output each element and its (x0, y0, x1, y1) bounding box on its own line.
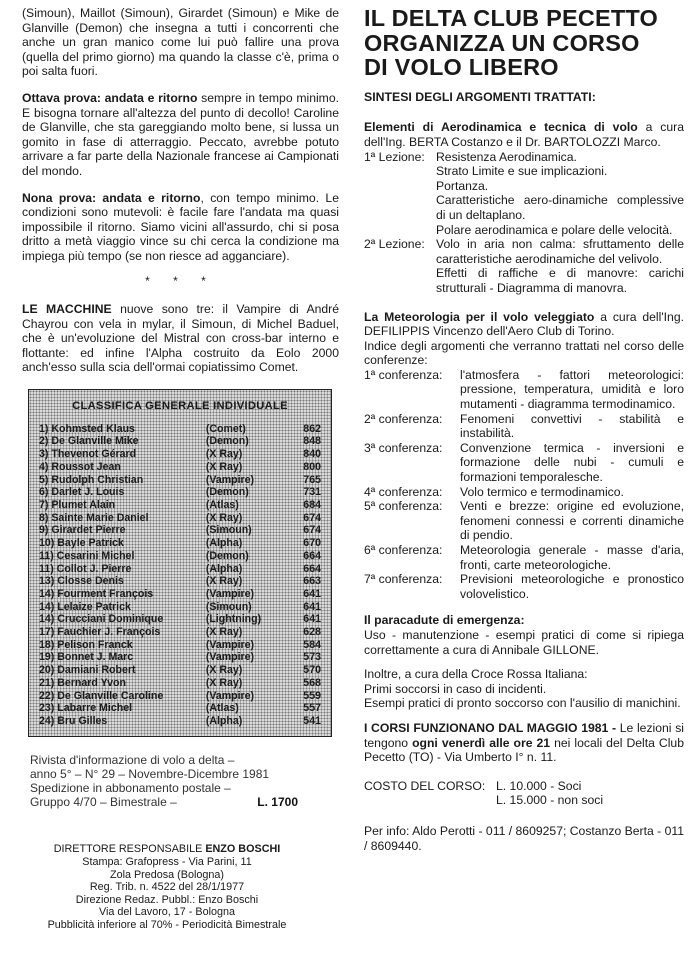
parachute-heading-text: Il paracadute di emergenza: (364, 613, 525, 628)
publication-line: Rivista d'informazione di volo a delta – (30, 752, 235, 767)
title-line: DI VOLO LIBERO (364, 54, 559, 81)
ranking-row (39, 448, 321, 461)
red-cross-line: Primi soccorsi in caso di incidenti. (364, 681, 547, 696)
glider-model: (X Ray) (205, 511, 243, 524)
glider-model: (Demon) (205, 435, 249, 448)
pilot-name: 10) Bayle Patrick (39, 537, 124, 550)
imprint-line: Zola Predosa (Bologna) (109, 868, 225, 881)
pilot-name: 23) Labarre Michel (39, 702, 133, 715)
points-value: 684 (303, 498, 321, 511)
glider-model: (X Ray) (205, 664, 243, 677)
article-subtitle: SINTESI DEGLI ARGOMENTI TRATTATI: (364, 89, 596, 104)
pilot-name: 14) Crucciani Dominique (39, 613, 164, 626)
courses-heading: I CORSI FUNZIONANO DAL MAGGIO 1981 - (364, 720, 617, 735)
ranking-row (39, 626, 321, 639)
meteo-intro: Indice degli argomenti che verranno trattati nel corso delle conferenze: (364, 338, 684, 368)
conference-item (364, 543, 684, 572)
points-value: 570 (303, 664, 321, 677)
glider-model: (X Ray) (205, 448, 243, 461)
ottava-prova-paragraph (22, 91, 339, 179)
ottava-prova-heading: Ottava prova: andata e ritorno (22, 90, 198, 105)
glider-model: (X Ray) (205, 626, 243, 639)
macchine-heading: LE MACCHINE (22, 302, 112, 317)
glider-model: (X Ray) (205, 676, 243, 689)
glider-model: (Atlas) (205, 498, 239, 511)
pilot-name: 13) Closse Denis (39, 575, 124, 588)
aero-paragraph (364, 120, 684, 149)
contact-info: Per info: Aldo Perotti - 011 / 8609257; Costanzo Berta - 011 / 8609440. (364, 823, 685, 853)
director-name: ENZO BOSCHI (205, 843, 281, 856)
courses-paragraph (364, 721, 684, 765)
points-value: 800 (303, 460, 321, 473)
ranking-row (39, 435, 321, 448)
imprint-line: Direzione Redaz. Pubbl.: Enzo Boschi (75, 893, 259, 906)
pilot-name: 14) Lelaize Patrick (39, 600, 131, 613)
ranking-row (39, 563, 321, 576)
meteo-body: a cura dell'Ing. DEFILIPPIS Vincenzo dell'Aero Club di Torino. (364, 309, 685, 339)
ranking-row (39, 639, 321, 652)
pilot-name: 24) Bru Gilles (39, 714, 108, 727)
glider-model: (Demon) (205, 486, 249, 499)
lesson-topic: Portanza. (436, 178, 489, 193)
publication-group: Gruppo 4/70 – Bimestrale – (30, 795, 177, 810)
lesson-text: Resistenza Aerodinamica. (436, 149, 577, 164)
cost-members: L. 10.000 - Soci (496, 778, 582, 793)
aero-body: a cura dell'Ing. BERTA Costanzo e il Dr. BARTOLOZZI Marco. (364, 120, 684, 149)
courses-text: nei locali del Delta Club Pecetto (TO) - Via Umberto I° n. 11. (364, 735, 684, 765)
lesson-topic: Polare aerodinamica e polare delle velocità. (436, 222, 673, 237)
lesson-2 (364, 237, 684, 266)
cost-non-members: L. 15.000 - non soci (496, 793, 604, 808)
imprint-line: Stampa: Grafopress - Via Parini, 11 (82, 856, 252, 869)
lesson-label: 1ª Lezione: (364, 149, 425, 164)
ranking-row (39, 651, 321, 664)
points-value: 664 (303, 549, 321, 562)
points-value: 641 (303, 587, 321, 600)
director-label: DIRETTORE RESPONSABILE (53, 843, 206, 856)
imprint (22, 843, 312, 931)
meteo-heading: La Meteorologia per il volo veleggiato (364, 309, 595, 324)
conference-label: 3ª conferenza: (364, 440, 443, 455)
lesson-1 (364, 150, 684, 165)
lesson-topic: Effetti di raffiche e di manovre: carichi strutturali - Diagramma di manovra. (436, 266, 684, 295)
glider-model: (Vampire) (205, 638, 255, 651)
publication-line: Spedizione in abbonamento postale – (30, 781, 231, 796)
ottava-prova-body: sempre in tempo minimo. E bisogna tornare all'altezza del punto di decollo! Caroline de Glanville, che sta gareggiando molto bene, si lussa un gomito in fase di atterraggio. Peccato, avrebbe potuto arrivare a far parte della Nazionale francese ai Campionati del mondo. (22, 90, 339, 178)
points-value: 765 (303, 473, 321, 486)
publication-line (30, 795, 298, 809)
glider-model: (Demon) (205, 549, 249, 562)
ranking-row (39, 550, 321, 563)
macchine-body: nuove sono tre: il Vampire di André Chayrou con vela in mylar, il Simoun, di Michel Baduel, che è un'evoluzione del Mistral con cross-bar interno e flottante: ed infine l'Alpha costruito da Eolo 2000 anch'esso sulla scia dell'ormai copiatissimo Comet. (22, 302, 340, 375)
pilot-name: 5) Rudolph Christian (39, 473, 144, 486)
conference-text: Convenzione termica - inversioni e formazione delle nubi - cumuli e formazioni temporalesche. (460, 440, 684, 485)
glider-model: (Alpha) (205, 714, 243, 727)
points-value: 664 (303, 562, 321, 575)
glider-model: (Vampire) (205, 651, 255, 664)
points-value: 557 (303, 702, 321, 715)
right-column (364, 6, 684, 853)
courses-text: Le lezioni si tengono (364, 720, 684, 750)
lesson-text: Volo in aria non calma: sfruttamento delle caratteristiche aerodinamiche del velivolo. (436, 237, 684, 266)
conference-label: 4ª conferenza: (364, 484, 443, 499)
conference-label: 2ª conferenza: (364, 411, 443, 426)
points-value: 731 (303, 486, 321, 499)
ranking-box (28, 389, 332, 737)
conference-text: Fenomeni convettivi - stabilità e instabilità. (460, 411, 684, 441)
pilot-name: 11) Collot J. Pierre (39, 562, 132, 575)
imprint-line: Via del Lavoro, 17 - Bologna (98, 906, 236, 919)
points-value: 641 (303, 600, 321, 613)
ranking-row (39, 690, 321, 703)
conference-item (364, 485, 684, 500)
glider-model: (Atlas) (205, 702, 239, 715)
cost-values (496, 779, 603, 808)
intro-paragraph: (Simoun), Maillot (Simoun), Girardet (Simoun) e Mike de Glanville (Demon) che insegna a tutti i concorrenti che anche un gran manico come lui può fallire una prova (quella del primo giorno) ma quando la classe c'è, prima o poi salta fuori. (22, 6, 339, 79)
glider-model: (Simoun) (205, 600, 252, 613)
ranking-row (39, 715, 321, 728)
points-value: 670 (303, 537, 321, 550)
glider-model: (Lightning) (205, 613, 262, 626)
conference-item (364, 499, 684, 543)
ranking-row (39, 461, 321, 474)
points-value: 663 (303, 575, 321, 588)
ranking-row (39, 575, 321, 588)
pilot-name: 22) De Glanville Caroline (39, 689, 164, 702)
ranking-row (39, 486, 321, 499)
article-title (364, 6, 684, 80)
macchine-paragraph (22, 302, 339, 375)
glider-model: (Alpha) (205, 562, 243, 575)
red-cross-line: Esempi pratici di pronto soccorso con l'ausilio di manichini. (364, 696, 681, 711)
publication-line: anno 5° – N° 29 – Novembre-Dicembre 1981 (30, 766, 270, 781)
ranking-row (39, 613, 321, 626)
points-value: 573 (303, 651, 321, 664)
pilot-name: 6) Darlet J. Louis (39, 486, 125, 499)
glider-model: (X Ray) (205, 460, 243, 473)
conference-text: Meteorologia generale - masse d'aria, fronti, carte meteorologiche. (460, 543, 684, 572)
nona-prova-heading: Nona prova: andata e ritorno (22, 190, 201, 205)
ranking-row (39, 423, 321, 436)
imprint-line: Pubblicità inferiore al 70% - Periodicità Bimestrale (47, 919, 287, 932)
points-value: 848 (303, 435, 321, 448)
left-column (22, 6, 339, 932)
conference-label: 7ª conferenza: (364, 572, 443, 587)
conference-text: Previsioni meteorologiche e pronostico volovelistico. (460, 572, 684, 601)
glider-model: (Vampire) (205, 587, 255, 600)
ranking-row (39, 588, 321, 601)
conference-text: l'atmosfera - fattori meteorologici: pressione, temperatura, umidità e loro mutamenti - diagramma termodinamico. (460, 367, 684, 412)
lesson-topic: Caratteristiche aero-dinamiche complessive di un deltaplano. (436, 193, 684, 222)
glider-model: (Comet) (205, 422, 246, 435)
conference-item (364, 572, 684, 601)
pilot-name: 9) Girardet Pierre (39, 524, 126, 537)
points-value: 541 (303, 714, 321, 727)
points-value: 641 (303, 613, 321, 626)
conference-item (364, 368, 684, 412)
red-cross-line: Inoltre, a cura della Croce Rossa Italiana: (364, 667, 588, 682)
pilot-name: 7) Plumet Alain (39, 498, 116, 511)
ranking-row (39, 524, 321, 537)
glider-model: (Alpha) (205, 537, 243, 550)
ranking-row (39, 702, 321, 715)
pilot-name: 19) Bonnet J. Marc (39, 651, 134, 664)
points-value: 840 (303, 448, 321, 461)
conference-label: 1ª conferenza: (364, 367, 443, 382)
points-value: 674 (303, 511, 321, 524)
conference-label: 5ª conferenza: (364, 499, 443, 514)
ranking-row (39, 499, 321, 512)
points-value: 584 (303, 638, 321, 651)
ranking-title: CLASSIFICA GENERALE INDIVIDUALE (72, 400, 288, 413)
imprint-line: Reg. Trib. n. 4522 del 28/1/1977 (89, 881, 245, 894)
pilot-name: 3) Thevenot Gérard (39, 448, 137, 461)
pilot-name: 17) Fauchier J. François (39, 626, 161, 639)
nona-prova-body: , con tempo minimo. Le condizioni sono mutevoli: è facile fare l'andata ma quasi impossibile il ritorno. Siamo vicini all'assurdo, chi si posa dritto a metà viaggio vince su chi cerca la condizione ma impiega più tempo (se non riesce ad agganciare). (22, 190, 339, 263)
glider-model: (Vampire) (205, 473, 255, 486)
points-value: 628 (303, 626, 321, 639)
ranking-table (39, 423, 321, 728)
course-cost (364, 779, 684, 808)
pilot-name: 2) De Glanville Mike (39, 435, 139, 448)
glider-model: (X Ray) (205, 575, 243, 588)
pilot-name: 8) Sainte Marie Daniel (39, 511, 149, 524)
conference-item (364, 441, 684, 485)
lesson-topic: Strato Limite e sue implicazioni. (436, 164, 608, 179)
pilot-name: 11) Cesarini Michel (39, 549, 135, 562)
pilot-name: 14) Fourment François (39, 587, 154, 600)
nona-prova-paragraph (22, 191, 339, 264)
points-value: 862 (303, 422, 321, 435)
courses-schedule: ogni venerdì alle ore 21 (412, 735, 551, 750)
glider-model: (Vampire) (205, 689, 255, 702)
parachute-body: Uso - manutenzione - esempi pratici di come si ripiega correttamente a cura di Annibale GILLONE. (364, 627, 684, 657)
director-line (22, 843, 312, 856)
ranking-row (39, 474, 321, 487)
ranking-row (39, 664, 321, 677)
conference-text: Volo termico e termodinamico. (460, 484, 624, 499)
title-line: ORGANIZZA UN CORSO (364, 29, 640, 56)
pilot-name: 1) Kohmsted Klaus (39, 422, 135, 435)
section-separator: * * * (145, 273, 216, 288)
ranking-row (39, 677, 321, 690)
ranking-row (39, 601, 321, 614)
pilot-name: 4) Roussot Jean (39, 460, 121, 473)
pilot-name: 21) Bernard Yvon (39, 676, 126, 689)
publication-price: L. 1700 (257, 795, 298, 810)
ranking-row (39, 512, 321, 525)
aero-heading: Elementi di Aerodinamica e tecnica di volo (364, 120, 638, 135)
points-value: 559 (303, 689, 321, 702)
pilot-name: 18) Pelison Franck (39, 638, 133, 651)
cost-label: COSTO DEL CORSO: (364, 778, 486, 793)
pilot-name: 20) Damiani Robert (39, 664, 136, 677)
conference-list (364, 368, 684, 602)
ranking-row (39, 537, 321, 550)
parachute-heading (364, 613, 684, 628)
conference-item (364, 412, 684, 441)
title-line: IL DELTA CLUB PECETTO (364, 5, 659, 31)
publication-info (30, 753, 298, 810)
points-value: 568 (303, 676, 321, 689)
conference-text: Venti e brezze: origine ed evoluzione, fenomeni connessi e correnti dinamiche di pendio. (460, 499, 684, 543)
meteo-paragraph (364, 310, 684, 339)
points-value: 674 (303, 524, 321, 537)
glider-model: (Simoun) (205, 524, 252, 537)
conference-label: 6ª conferenza: (364, 543, 443, 557)
lesson-label: 2ª Lezione: (364, 237, 425, 252)
